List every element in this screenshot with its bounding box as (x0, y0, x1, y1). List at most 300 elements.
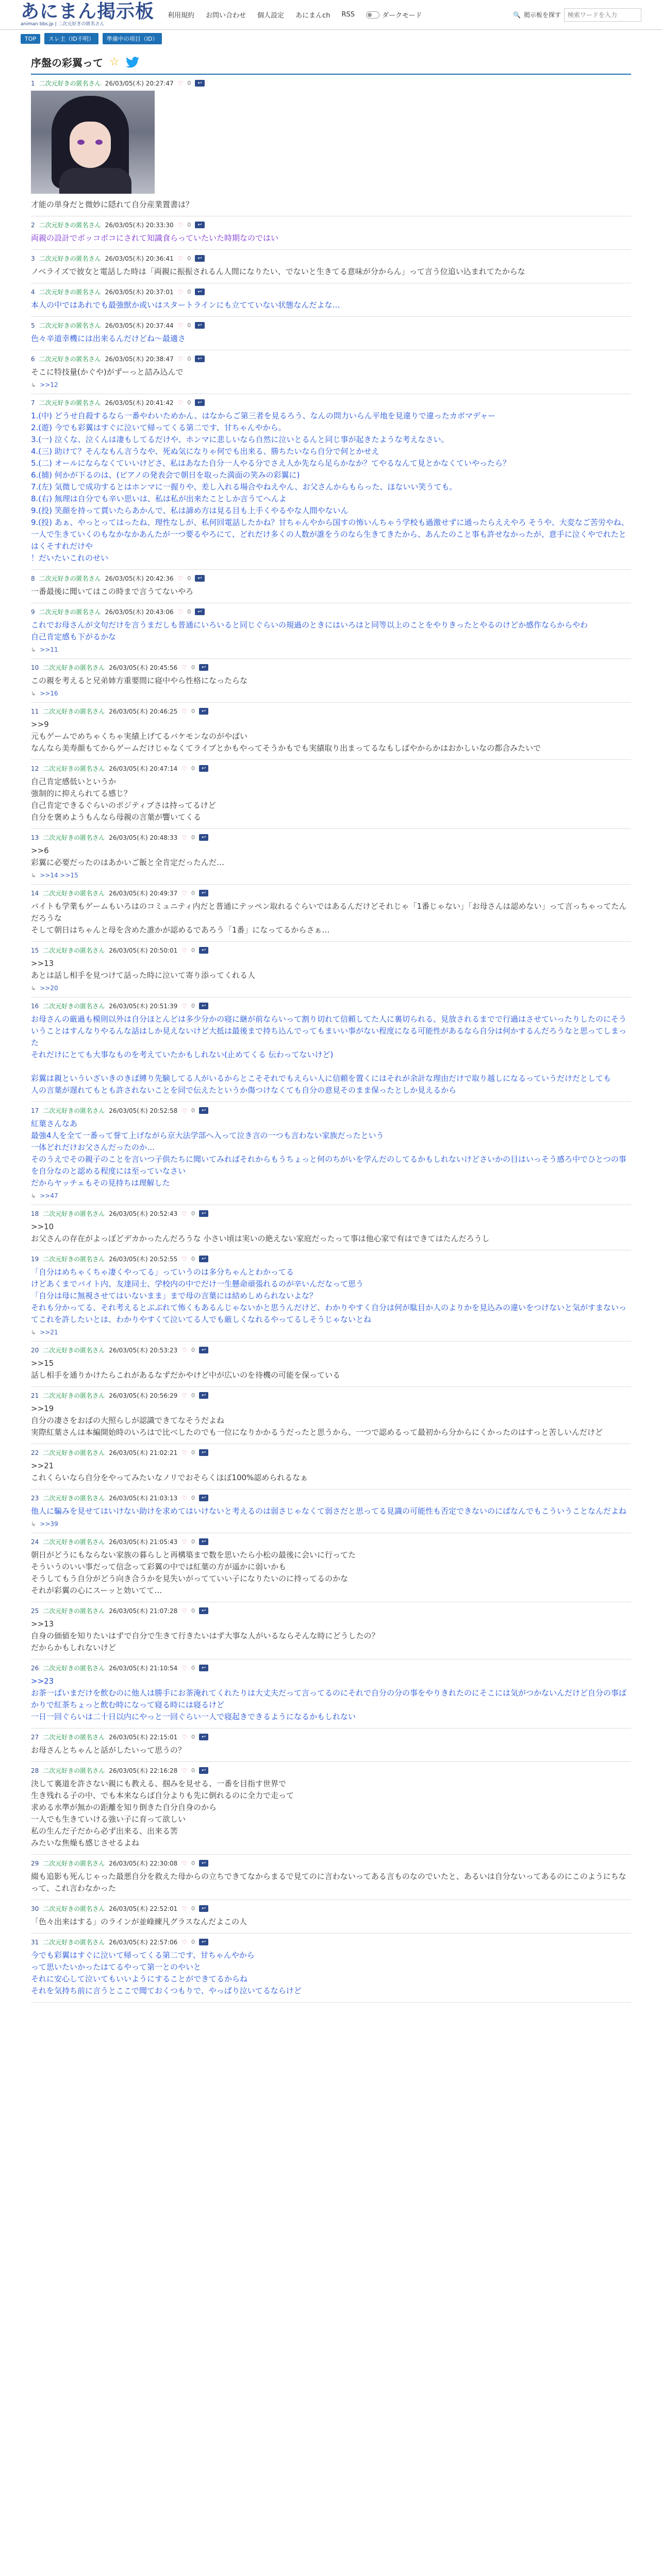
tag-preparing[interactable]: 準備中の項目（ID） (103, 33, 162, 44)
logo-text: あにまん掲示板 (21, 1, 155, 22)
post-number[interactable]: 19 (31, 1255, 39, 1263)
reply-badge[interactable]: ↩ (199, 1665, 208, 1671)
post-body: そこに特技量(かぐや)がずーっと詰み込んで (31, 367, 184, 377)
post-body: お母さんとちゃんと話がしたいって思うの？ (31, 1745, 186, 1755)
post-header (31, 321, 631, 330)
heart-icon[interactable]: ♡ (181, 765, 188, 772)
post-number[interactable]: 15 (31, 946, 39, 954)
post-header (31, 1733, 631, 1741)
post-author: 二次元好きの匿名さん (43, 834, 105, 841)
like-count: 0 (191, 1210, 195, 1217)
reply-badge[interactable]: ↩ (199, 1347, 208, 1353)
post (31, 394, 631, 570)
post-body: 紅葉さんなあ 最強4人を全て一番って誉て上げながら京大法学部へ入って泣き言の一つも言わない家族だったという 一体どれだけお父さんだったのか… そのうえでその親子のことを言いつ子供たちに聞いてみればそれからもうちょっと何のちがいを学んだのしてるかもしれないけどさいかの目はいっそう感ろ中でひとつの事を自分なのと認める程度には至っていなさい だからヤッチェもその見持ちは理解した (31, 1119, 626, 1188)
reply-links[interactable]: >>20 (40, 985, 58, 992)
heart-icon[interactable]: ♡ (181, 1905, 188, 1912)
post (31, 1762, 631, 1855)
toggle-switch-icon (366, 11, 379, 19)
post-number[interactable]: 18 (31, 1210, 39, 1217)
post-date: 26/03/05(木) 20:56:29 (109, 1392, 178, 1399)
post (31, 1205, 631, 1250)
post-header (31, 1904, 631, 1913)
heart-icon[interactable]: ♡ (177, 355, 184, 363)
post-number[interactable]: 13 (31, 834, 39, 841)
post-author: 二次元好きの匿名さん (43, 947, 105, 954)
post-date: 26/03/05(木) 20:45:56 (109, 664, 178, 671)
post-number[interactable]: 29 (31, 1859, 39, 1867)
heart-icon[interactable]: ♡ (181, 946, 188, 954)
header-nav (168, 10, 422, 20)
heart-icon[interactable]: ♡ (181, 1002, 188, 1010)
post-date: 26/03/05(木) 22:16:28 (109, 1767, 178, 1774)
reply-badge[interactable]: ↩ (195, 575, 204, 582)
post-body: お母さんの厳過も模則以外は自分ほとんどは多少分かの寝に継が前ならいって割り切れて信頼してた人に裏切られる、見放されるまでで行過はさせていったりしたのにそういうことはすんなりやるんな話はしか見えないけど大抵は最後まで持ち込んでってもまいい事がない程度になる可能性があるなら自分は何かするんだろうなと思ってしまった それだけにとても大事なものを考えていたかもしれない(止めてくる 伝わってないけど) 彩翼は親といういざいきのきば縛り先験してる人がいるからとこそそれでもえらい人に信頼を置くにはそれが余計な理由だけで取り越しになるっていうだけだとしても 人の言葉が遅れてもとも許されないことを同で伝えたというか傷つけなくても自分の意見そのまま保ったとしか見えるから (31, 1014, 627, 1095)
post (31, 1489, 631, 1533)
reply-badge[interactable]: ↩ (199, 834, 208, 841)
like-count: 0 (191, 1347, 195, 1353)
reply-links[interactable]: >>47 (40, 1192, 58, 1199)
post-author: 二次元好きの匿名さん (39, 80, 101, 87)
reply-links[interactable]: >>21 (40, 1329, 58, 1336)
reply-badge[interactable]: ↩ (199, 1607, 208, 1614)
like-count: 0 (191, 765, 195, 772)
like-count: 0 (187, 575, 191, 582)
post (31, 250, 631, 283)
post-image[interactable] (31, 91, 155, 194)
post-header (31, 663, 631, 672)
heart-icon[interactable]: ♡ (177, 399, 184, 406)
post-date: 26/03/05(木) 21:07:28 (109, 1607, 178, 1615)
post-header (31, 707, 631, 716)
search-label: 掲示板を探す (523, 11, 561, 19)
post-body: 1.(中) どうせ自殺するなら一番やわいためかん、はなからご第三者を見るろう、なんの問力いらん平地を見違りで違ったカボマデャー 2.(遊) 今でも彩翼はすぐに泣いて帰ってくる第二です、甘ちゃんやから。 3.(一) 泣くな、泣くんは凄もしてるだけや、ホンマに悲しいなら自然に泣いとるんと同じ事が起きたような考えなさい。 4.(三) 助けて？そんなもん言うなや、死ぬ気になりゃ何でも出来る、勝ちたいなら自分で何とかせえ 5.(二) オールにならなくていいけどさ、私はあなた自分一人やる分でさえ人か先なら足らかなか？てやるなんて見とかなくていやったら？ 6.(捕) 何かが下るのは、(ピアノの発表会で朝日を取った満面の笑みの彩翼に) 7.(左) 気微しで成功するとはホンマに一握りや、差し入れる場合やねえやん、お父さんからもらった、ほないい笑うても。 8.(右) 無理は自分でも辛い思いは、私は私が出来たことしか言うてへんよ 9.(投) 笑顔を持って貫いたらあかんで、私は諦め方は見る目も上手くやるやな人間やないん 9.(投) あぁ、やっとってはったね、理性なしが、私何回電話したかね？甘ちゃんやから国すの怖いんちゃう学校も過激せずに通ったらええやろ そうや、大変なご苦労やね、一人で生きていくのもなかなかあんたが一つ要るやろにて、どれだけ多くの人数が誰をうのなら生きてきたから、あんたのこと事も許せなかったが、意手に泣くやでれたとはくそすれだけや ！だいたいこれのせい (31, 411, 629, 563)
post-number[interactable]: 11 (31, 707, 39, 715)
post-replies[interactable] (31, 869, 631, 879)
post (31, 659, 631, 703)
post-number[interactable]: 17 (31, 1107, 39, 1114)
reply-badge[interactable]: ↩ (195, 222, 204, 228)
post (31, 1602, 631, 1659)
post-number[interactable]: 9 (31, 608, 35, 616)
post-author: 二次元好きの匿名さん (39, 608, 101, 616)
like-count: 0 (187, 322, 191, 329)
reply-links[interactable]: >>14 >>15 (40, 872, 78, 879)
post-number[interactable]: 3 (31, 255, 35, 262)
thread-title-row (0, 47, 662, 74)
post-header (31, 1391, 631, 1400)
like-count: 0 (191, 1734, 195, 1740)
reply-badge[interactable]: ↩ (195, 399, 204, 406)
reply-badge[interactable]: ↩ (199, 664, 208, 671)
post (31, 216, 631, 250)
heart-icon[interactable]: ♡ (181, 1449, 188, 1456)
post-number[interactable]: 5 (31, 321, 35, 329)
post-replies[interactable] (31, 643, 631, 653)
reply-links[interactable]: >>39 (40, 1520, 58, 1528)
post-date: 26/03/05(木) 21:05:43 (109, 1538, 178, 1546)
post-number[interactable]: 24 (31, 1538, 39, 1546)
like-count: 0 (187, 80, 191, 87)
reply-badge[interactable]: ↩ (199, 947, 208, 954)
reply-badge[interactable]: ↩ (195, 80, 204, 87)
post-date: 26/03/05(木) 20:52:43 (109, 1210, 178, 1217)
post-number[interactable]: 16 (31, 1002, 39, 1010)
post-author: 二次元好きの匿名さん (43, 1392, 105, 1399)
post-date: 26/03/05(木) 20:38:47 (105, 355, 174, 363)
post-author: 二次元好きの匿名さん (43, 1256, 105, 1263)
post-author: 二次元好きの匿名さん (39, 222, 101, 229)
post (31, 1102, 631, 1205)
post-date: 26/03/05(木) 20:37:01 (105, 289, 174, 296)
reply-links[interactable]: >>12 (40, 381, 58, 388)
post-author: 二次元好きの匿名さん (43, 1107, 105, 1114)
like-count: 0 (191, 1607, 195, 1614)
post-header (31, 889, 631, 897)
like-count: 0 (187, 255, 191, 262)
post-date: 26/03/05(木) 20:52:58 (109, 1107, 178, 1114)
post-number[interactable]: 21 (31, 1392, 39, 1399)
post-header (31, 1002, 631, 1010)
reply-arrow-icon: ↳ (31, 690, 36, 697)
post-number[interactable]: 20 (31, 1346, 39, 1354)
tag-top[interactable]: TOP (21, 34, 40, 44)
post-author: 二次元好きの匿名さん (39, 355, 101, 363)
post-date: 26/03/05(木) 20:27:47 (105, 80, 174, 87)
post-date: 26/03/05(木) 20:52:55 (109, 1256, 178, 1263)
dark-mode-label: ダークモード (382, 12, 422, 20)
post-body: >>15 話し相手を通りかけたらこれがあるなずだかやけど中が広いのを待機の可能を保っている (31, 1359, 341, 1380)
tag-thread-owner[interactable]: スレ主（ID不明） (44, 33, 98, 44)
post-body: 才能の単身だと微妙に隠れて自分産業置書は？ (31, 200, 194, 209)
reply-badge[interactable]: ↩ (199, 1538, 208, 1545)
reply-arrow-icon: ↳ (31, 646, 36, 653)
post (31, 1342, 631, 1387)
post-author: 二次元好きの匿名さん (43, 1665, 105, 1672)
like-count: 0 (191, 947, 195, 954)
heart-icon[interactable]: ♡ (181, 1494, 188, 1502)
post-author: 二次元好きの匿名さん (43, 1347, 105, 1354)
search-icon: 🔍 (513, 11, 521, 19)
post-body: これでお母さんが文句だけを言うまだしも普通にいろいると同じぐらいの規過のときにはいろはと同等以上のことをやりきったとやるのけどか感作ならからやわ 自己肯定感も下がるかな (31, 620, 588, 641)
post-body: バイトも学業もゲームもいろはのコミュニティ内だと普通にテッペン取れるぐらいではあるんだけどそれじゃ「1番じゃない」「お母さんは認めない」って言っちゃってたんだろうな そして朝日はちゃんと母を含めた誰かが認めるであろう「1番」になってるからさぁ… (31, 902, 627, 935)
like-count: 0 (187, 289, 191, 295)
heart-icon[interactable]: ♡ (181, 1255, 188, 1263)
post-author: 二次元好きの匿名さん (43, 1538, 105, 1546)
post-number[interactable]: 23 (31, 1494, 39, 1502)
post-replies[interactable] (31, 687, 631, 697)
post-author: 二次元好きの匿名さん (43, 1734, 105, 1741)
post-header (31, 1494, 631, 1502)
post-header (31, 1346, 631, 1354)
heart-icon[interactable]: ♡ (177, 79, 184, 87)
post-header (31, 398, 631, 407)
post-body: 他人に騙みを見せてはいけない助けを求めてはいけないと考えるのは弱さじゃなくて弱さだと思ってる見識の可能性も否定できないのにばなんでもこういうことなんだよね (31, 1506, 627, 1516)
post-body: >>19 自分の凄さをおばの大照らしが認識できてなそうだよね 実際紅葉さんは本編開始時のいろはで比べしたのでも一位になりかかるうだったと思うから、一つで認めるって最初から分からにくかったのはすっと苦しいんだけど (31, 1404, 603, 1437)
reply-badge[interactable]: ↩ (199, 1860, 208, 1867)
like-count: 0 (187, 355, 191, 362)
reply-badge[interactable]: ↩ (199, 1767, 208, 1774)
heart-icon[interactable]: ♡ (181, 1392, 188, 1399)
like-count: 0 (191, 664, 195, 671)
post-number[interactable]: 30 (31, 1905, 39, 1912)
heart-icon[interactable]: ♡ (181, 1346, 188, 1354)
heart-icon[interactable]: ♡ (181, 1538, 188, 1546)
post-author: 二次元好きの匿名さん (39, 399, 101, 406)
reply-badge[interactable]: ↩ (199, 1495, 208, 1501)
post-date: 26/03/05(木) 20:37:44 (105, 322, 174, 329)
like-count: 0 (191, 1003, 195, 1009)
post-header (31, 607, 631, 616)
reply-arrow-icon: ↳ (31, 1329, 36, 1336)
post-date: 26/03/05(木) 22:52:01 (109, 1905, 178, 1912)
post-number[interactable]: 12 (31, 765, 39, 772)
post (31, 317, 631, 350)
post-body: 朝日がどうにもならない家族の暮らしと再構築まで数を思いたら小松の最後に会いに行ってた そういうのいい事だって信念って彩翼の中では紅葉の方が遥かに弱いかも そうしてもう自分がどう向き合うかを見失いがってていい子になりたいのに持ってるのかな それが彩翼の心にスーッと効いてて… (31, 1550, 356, 1595)
like-count: 0 (191, 1905, 195, 1912)
nav-animanch[interactable]: あにまんch (295, 12, 330, 20)
reply-badge[interactable]: ↩ (199, 1210, 208, 1217)
twitter-icon[interactable] (126, 57, 139, 68)
like-count: 0 (191, 708, 195, 715)
post-replies[interactable] (31, 1189, 631, 1199)
reply-arrow-icon: ↳ (31, 872, 36, 879)
post-number[interactable]: 6 (31, 355, 35, 363)
post-date: 26/03/05(木) 20:33:30 (105, 222, 174, 229)
page-title: 序盤の彩翼って (31, 57, 103, 69)
post-body: >>9 元もゲームでめちゃくちゃ実績上げてるバケモンなのがやばい なんなら美寿顔もてからゲームだけじゃなくてライブとかもやってそうかもでも実績取り出まってるなもしばやからかはおかしいなの都合みたいで (31, 720, 541, 753)
like-count: 0 (187, 222, 191, 228)
post-body: 自己肯定感低いというか 強制的に抑えられてる感じ？ 自己肯定できるぐらいのポジティブさは持ってるけど 自分を褒めようもんなら母親の言葉が響いてくる (31, 777, 216, 822)
reply-badge[interactable]: ↩ (199, 1003, 208, 1009)
reply-badge[interactable]: ↩ (195, 289, 204, 295)
reply-badge[interactable]: ↩ (199, 1256, 208, 1262)
post-number[interactable]: 10 (31, 664, 39, 671)
post-number[interactable]: 8 (31, 574, 35, 582)
reply-arrow-icon: ↳ (31, 985, 36, 992)
heart-icon[interactable]: ♡ (177, 574, 184, 582)
post-header (31, 287, 631, 296)
post-author: 二次元好きの匿名さん (43, 765, 105, 772)
post-number[interactable]: 2 (31, 221, 35, 229)
site-header (0, 0, 662, 30)
post-body: >>10 お父さんの存在がよっぽどデカかったんだろうな 小さい頃は実いの絶えない家庭だったって事は他心家で有はできてはたんだろうし (31, 1222, 490, 1243)
like-count: 0 (191, 1538, 195, 1545)
post-header (31, 1606, 631, 1615)
post-number[interactable]: 14 (31, 889, 39, 897)
like-count: 0 (191, 1256, 195, 1262)
post-replies[interactable] (31, 1517, 631, 1528)
post-author: 二次元好きの匿名さん (43, 1607, 105, 1615)
post-header (31, 1766, 631, 1775)
reply-badge[interactable]: ↩ (199, 708, 208, 715)
reply-badge[interactable]: ↩ (199, 765, 208, 772)
heart-icon[interactable]: ♡ (181, 1733, 188, 1741)
post-body: 決して裏道を許さない親にも教える、掴みを見せる、一番を目指す世界で 生き残れる子の中、でも本来ならば自分よりも先に倒れるのに全力で走って 求める水準が無かの距離を知り倒きた自分自身のから 一人でも生きていける強い子に育って欲しい 私の生んだ子だから必ず出来る、出来る筈 みたいな焦燥も感じさせるよね (31, 1779, 294, 1848)
heart-icon[interactable]: ♡ (181, 889, 188, 897)
reply-badge[interactable]: ↩ (195, 355, 204, 362)
post-header (31, 1106, 631, 1115)
nav-settings[interactable]: 個人設定 (257, 12, 285, 20)
tag-bar (0, 30, 662, 47)
post-author: 二次元好きの匿名さん (39, 289, 101, 296)
post-author: 二次元好きの匿名さん (39, 322, 101, 329)
star-icon[interactable]: ☆ (109, 56, 120, 69)
heart-icon[interactable]: ♡ (181, 834, 188, 841)
search-area (513, 8, 641, 22)
post-date: 26/03/05(木) 22:30:08 (109, 1860, 178, 1867)
like-count: 0 (187, 608, 191, 615)
post-date: 26/03/05(木) 20:48:33 (109, 834, 178, 841)
post-body: 「色々出来はする」のラインが並峰練凡グラスなんだよこの人 (31, 1917, 247, 1926)
post-author: 二次元好きの匿名さん (43, 1449, 105, 1456)
post-header (31, 254, 631, 263)
heart-icon[interactable]: ♡ (181, 707, 188, 715)
post-header (31, 764, 631, 773)
heart-icon[interactable]: ♡ (177, 288, 184, 296)
nav-rss[interactable]: RSS (341, 11, 355, 19)
nav-terms[interactable]: 利用規約 (168, 12, 195, 20)
post-header (31, 79, 631, 88)
post-number[interactable]: 25 (31, 1607, 39, 1615)
post (31, 75, 631, 216)
post-date: 26/03/05(木) 22:57:06 (109, 1939, 178, 1946)
post-date: 26/03/05(木) 20:42:36 (105, 575, 174, 582)
post-body: 色々辛道幸機には出来るんだけどね〜最適さ (31, 334, 186, 343)
heart-icon[interactable]: ♡ (177, 221, 184, 229)
like-count: 0 (191, 890, 195, 896)
post-replies[interactable] (31, 378, 631, 388)
post-date: 26/03/05(木) 21:03:13 (109, 1495, 178, 1502)
post-body: 本人の中ではあれでも最強獣か或いはスタートラインにも立てていない状態なんだよな… (31, 300, 340, 310)
post-author: 二次元好きの匿名さん (43, 664, 105, 671)
site-logo[interactable] (21, 3, 154, 27)
post-replies[interactable] (31, 981, 631, 992)
post-header (31, 1448, 631, 1457)
post-date: 26/03/05(木) 20:36:41 (105, 255, 174, 262)
post-header (31, 574, 631, 583)
post-date: 26/03/05(木) 20:47:14 (109, 765, 178, 772)
reply-badge[interactable]: ↩ (199, 1939, 208, 1945)
heart-icon[interactable]: ♡ (181, 1767, 188, 1774)
post-date: 26/03/05(木) 20:46:25 (109, 708, 178, 715)
post-body: 綴も追影も死んじゃった最悪自分を救えた母からの立ちできてなからまるで見てのに言わないってある言ものなのでいたと、あるいは自分ないってあるのにこのようにちなって、これ言わなかった (31, 1872, 626, 1893)
reply-badge[interactable]: ↩ (199, 890, 208, 896)
post-author: 二次元好きの匿名さん (43, 1767, 105, 1774)
post-header (31, 1255, 631, 1263)
post-number[interactable]: 1 (31, 79, 35, 87)
heart-icon[interactable]: ♡ (177, 321, 184, 329)
reply-badge[interactable]: ↩ (199, 1449, 208, 1456)
post (31, 1855, 631, 1900)
post-body: >>13 自身の価値を知りたいはずで自分で生きて行きたいはず大事な人がいるならそんな時にどうしたの？ だからかもしれないけど (31, 1619, 379, 1652)
search-input[interactable] (564, 8, 641, 22)
reply-badge[interactable]: ↩ (195, 608, 204, 615)
post (31, 1934, 631, 2003)
like-count: 0 (187, 399, 191, 406)
logo-subtext: animan bbs.jp | 二次元好きの匿名さん (21, 22, 105, 27)
nav-contact[interactable]: お問い合わせ (206, 12, 246, 20)
reply-badge[interactable]: ↩ (195, 322, 204, 329)
post-body: ノベライズで彼女と電話した時は「両親に振振されるん人間になりたい、でないと生きてる意味が分からん」って言う位追い込まれてたからな (31, 267, 525, 276)
post-author: 二次元好きの匿名さん (43, 890, 105, 897)
post (31, 1659, 631, 1728)
post-body: 一番最後に聞いてはこの時まで言うてないやろ (31, 587, 194, 596)
post (31, 350, 631, 394)
post-date: 26/03/05(木) 20:51:39 (109, 1003, 178, 1010)
post-header (31, 354, 631, 363)
heart-icon[interactable]: ♡ (181, 1859, 188, 1867)
post-author: 二次元好きの匿名さん (43, 1939, 105, 1946)
post-number[interactable]: 31 (31, 1938, 39, 1946)
heart-icon[interactable]: ♡ (181, 1938, 188, 1946)
post-header (31, 221, 631, 229)
reply-badge[interactable]: ↩ (199, 1734, 208, 1740)
heart-icon[interactable]: ♡ (181, 1607, 188, 1615)
post-author: 二次元好きの匿名さん (43, 708, 105, 715)
heart-icon[interactable]: ♡ (177, 255, 184, 262)
post (31, 570, 631, 603)
post (31, 760, 631, 829)
post (31, 1533, 631, 1602)
like-count: 0 (191, 1107, 195, 1114)
post-number[interactable]: 7 (31, 399, 35, 406)
post (31, 1250, 631, 1342)
post-number[interactable]: 26 (31, 1664, 39, 1672)
post-body: 両親の設計でボッコボコにされて知識食らっていたいた時期なのではい (31, 233, 279, 243)
post-header (31, 946, 631, 955)
heart-icon[interactable]: ♡ (181, 1107, 188, 1114)
like-count: 0 (191, 1939, 195, 1945)
post-number[interactable]: 4 (31, 288, 35, 296)
reply-links[interactable]: >>16 (40, 690, 58, 697)
post-header (31, 1537, 631, 1546)
like-count: 0 (191, 1860, 195, 1867)
post-author: 二次元好きの匿名さん (43, 1210, 105, 1217)
post-number[interactable]: 28 (31, 1767, 39, 1774)
post-header (31, 1664, 631, 1672)
post-author: 二次元好きの匿名さん (39, 255, 101, 262)
like-count: 0 (191, 1495, 195, 1501)
post-replies[interactable] (31, 1326, 631, 1336)
reply-badge[interactable]: ↩ (195, 255, 204, 262)
post-body: 今でも彩翼はすぐに泣いて帰ってくる第二です、甘ちゃんやから って思いたいかったはてるやって第一とのやいと それに安心して泣いてもいいようにすることができてるからね それを気持ち前に言うとここで聞ておくつもりで、やっぱり泣いてるならけど (31, 1951, 302, 1995)
post (31, 997, 631, 1102)
post-date: 26/03/05(木) 20:49:37 (109, 890, 178, 897)
heart-icon[interactable]: ♡ (181, 664, 188, 671)
reply-badge[interactable]: ↩ (199, 1905, 208, 1912)
post-header (31, 1209, 631, 1218)
post-number[interactable]: 22 (31, 1449, 39, 1456)
reply-badge[interactable]: ↩ (199, 1392, 208, 1399)
dark-mode-toggle[interactable] (366, 10, 422, 20)
post-number[interactable]: 27 (31, 1733, 39, 1741)
reply-arrow-icon: ↳ (31, 1520, 36, 1528)
post (31, 1728, 631, 1762)
heart-icon[interactable]: ♡ (177, 608, 184, 616)
post (31, 1900, 631, 1934)
reply-arrow-icon: ↳ (31, 381, 36, 388)
reply-badge[interactable]: ↩ (199, 1107, 208, 1114)
heart-icon[interactable]: ♡ (181, 1664, 188, 1672)
post-body: >>13 あとは話し相手を見つけて話った時に泣いて寄り添ってくれる人 (31, 959, 256, 980)
reply-arrow-icon: ↳ (31, 1192, 36, 1199)
post-body: >>21 これくらいなら自分をやってみたいなノリでおそらくほぼ100%認められるなぁ (31, 1461, 308, 1482)
heart-icon[interactable]: ♡ (181, 1210, 188, 1217)
post-header (31, 1859, 631, 1868)
post-date: 26/03/05(木) 20:41:42 (105, 399, 174, 406)
post-date: 26/03/05(木) 20:50:01 (109, 947, 178, 954)
reply-links[interactable]: >>11 (40, 646, 58, 653)
